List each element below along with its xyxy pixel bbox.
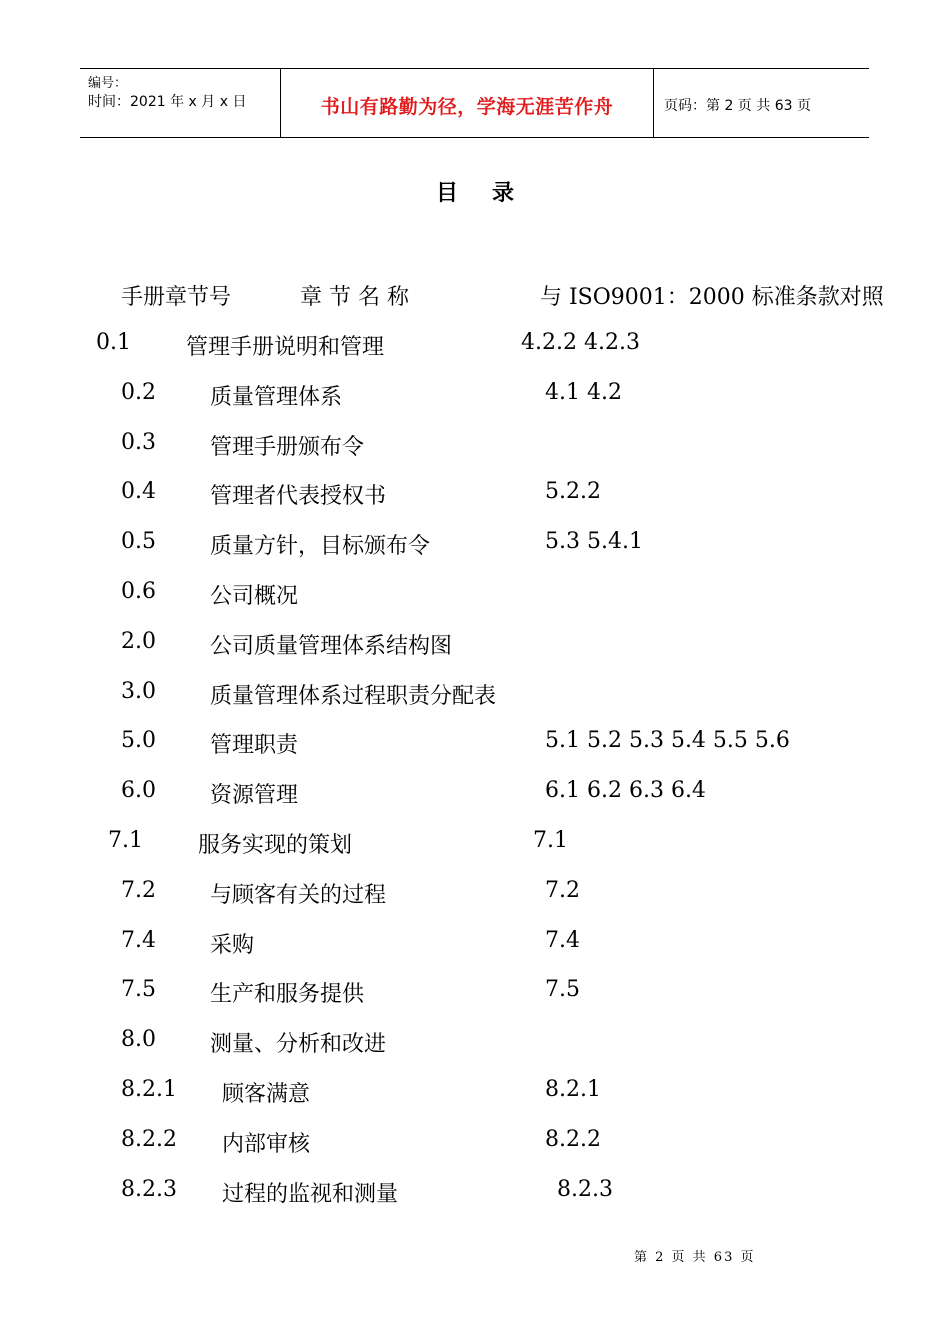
toc-section-number: 0.5 [121, 529, 156, 554]
toc-section-name: 内部审核 [222, 1132, 311, 1157]
toc-section-name: 公司质量管理体系结构图 [210, 634, 453, 659]
toc-section-number: 7.1 [108, 828, 143, 853]
toc-section-number: 2.0 [121, 629, 156, 654]
page-header [80, 68, 869, 138]
toc-section-number: 0.2 [121, 380, 156, 405]
toc-iso-clause: 6.1 6.2 6.3 6.4 [545, 778, 706, 803]
toc-section-name: 管理手册颁布令 [210, 435, 365, 460]
header-page-cell [654, 69, 869, 137]
toc-iso-clause: 7.4 [545, 928, 580, 953]
toc-iso-clause: 8.2.3 [557, 1177, 613, 1202]
toc-section-name: 质量管理体系 [210, 385, 343, 410]
toc-section-number: 0.3 [121, 430, 156, 455]
toc-section-name: 测量、分析和改进 [210, 1032, 387, 1057]
toc-section-number: 6.0 [121, 778, 156, 803]
toc-section-number: 0.6 [121, 579, 156, 604]
toc-section-name: 过程的监视和测量 [222, 1182, 399, 1207]
toc-section-number: 7.4 [121, 928, 156, 953]
toc-section-name: 公司概况 [210, 584, 299, 609]
page-footer: 第 2 页 共 63 页 [634, 1250, 756, 1265]
toc-section-number: 8.2.3 [121, 1177, 177, 1202]
toc-section-number: 8.0 [121, 1027, 156, 1052]
toc-iso-clause: 4.2.2 4.2.3 [521, 330, 640, 355]
column-header-section-number: 手册章节号 [121, 285, 232, 310]
toc-section-name: 采购 [210, 933, 255, 958]
document-date-label: 时间：2021 年 x 月 x 日 [88, 94, 247, 110]
toc-section-name: 服务实现的策划 [198, 833, 353, 858]
toc-iso-clause: 4.1 4.2 [545, 380, 622, 405]
toc-section-name: 质量管理体系过程职责分配表 [210, 684, 497, 709]
toc-title: 目录 [435, 180, 548, 206]
document-number-label: 编号： [88, 76, 128, 91]
toc-iso-clause: 5.1 5.2 5.3 5.4 5.5 5.6 [545, 728, 790, 753]
header-motto-cell [281, 69, 654, 137]
toc-iso-clause: 5.2.2 [545, 479, 601, 504]
toc-section-name: 管理者代表授权书 [210, 484, 387, 509]
toc-section-name: 管理手册说明和管理 [186, 335, 385, 360]
toc-section-name: 顾客满意 [222, 1082, 311, 1107]
toc-iso-clause: 7.5 [545, 977, 580, 1002]
toc-section-name: 管理职责 [210, 733, 299, 758]
toc-iso-clause: 5.3 5.4.1 [545, 529, 643, 554]
toc-section-name: 生产和服务提供 [210, 982, 365, 1007]
header-meta-cell [80, 69, 281, 137]
toc-section-number: 8.2.1 [121, 1077, 177, 1102]
toc-section-number: 5.0 [121, 728, 156, 753]
toc-section-name: 资源管理 [210, 783, 299, 808]
toc-section-number: 7.2 [121, 878, 156, 903]
toc-section-name: 质量方针，目标颁布令 [210, 534, 431, 559]
toc-section-number: 8.2.2 [121, 1127, 177, 1152]
toc-section-number: 7.5 [121, 977, 156, 1002]
toc-section-number: 0.1 [96, 330, 131, 355]
toc-iso-clause: 7.1 [533, 828, 568, 853]
header-page-info: 页码：第 2 页 共 63 页 [664, 98, 811, 114]
header-motto: 书山有路勤为径，学海无涯苦作舟 [320, 96, 614, 118]
column-header-iso-clause: 与 ISO9001：2000 标准条款对照 [540, 285, 884, 310]
toc-iso-clause: 8.2.2 [545, 1127, 601, 1152]
toc-section-name: 与顾客有关的过程 [210, 883, 387, 908]
toc-section-number: 3.0 [121, 679, 156, 704]
toc-iso-clause: 7.2 [545, 878, 580, 903]
column-header-section-name: 章 节 名 称 [300, 285, 409, 310]
toc-iso-clause: 8.2.1 [545, 1077, 601, 1102]
toc-section-number: 0.4 [121, 479, 156, 504]
